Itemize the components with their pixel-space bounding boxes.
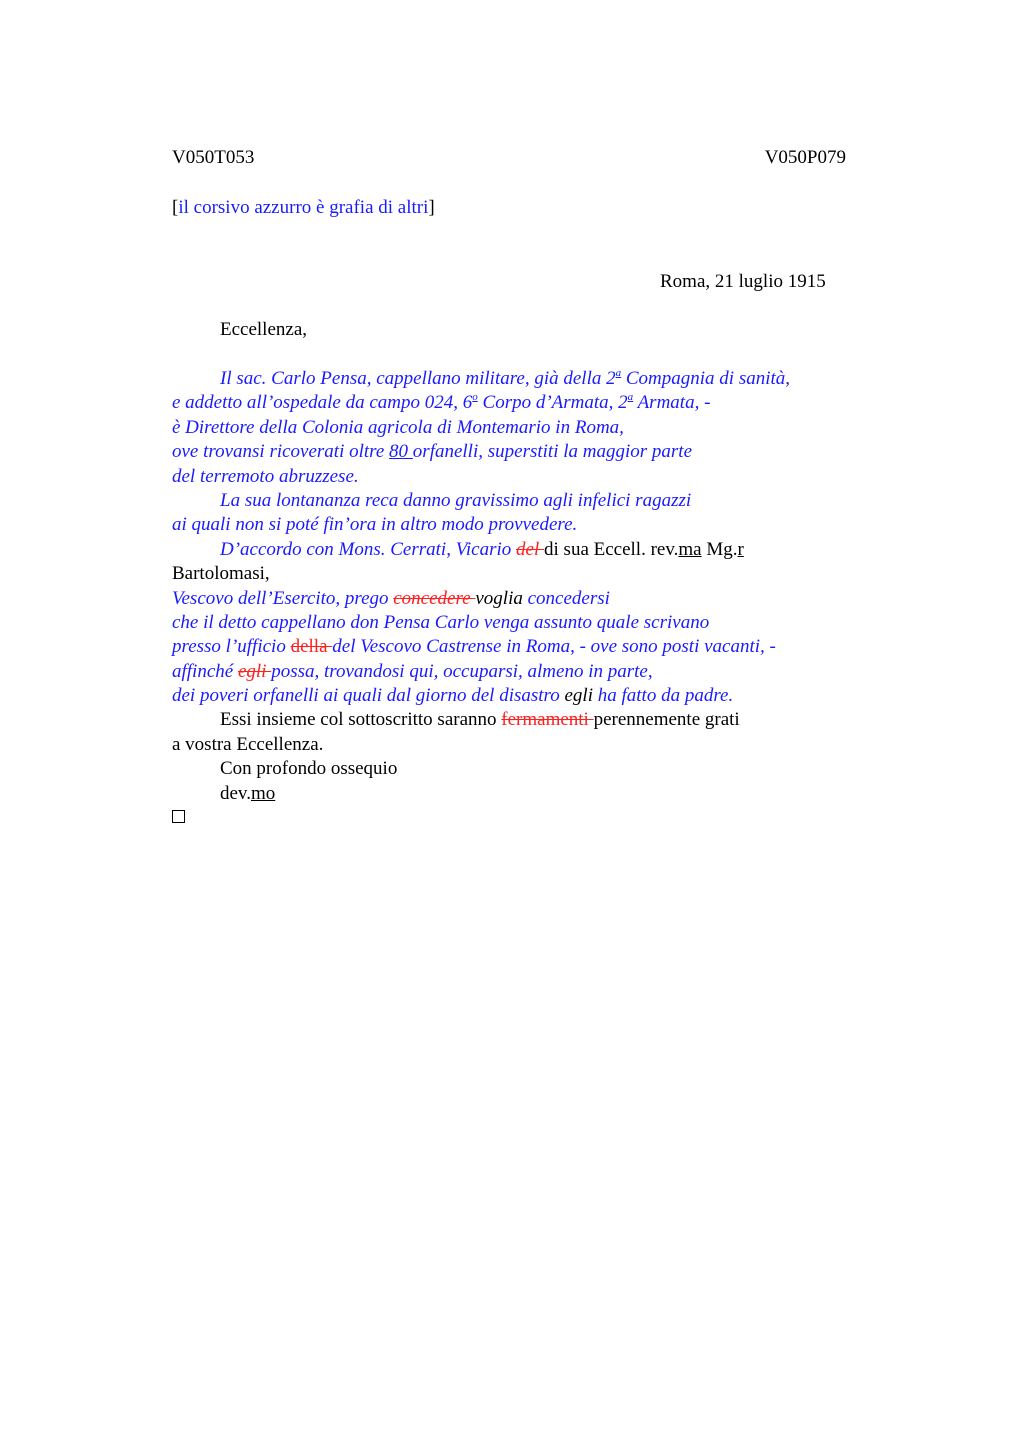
underlined-abbreviation: r	[737, 538, 744, 560]
underlined-abbreviation: mo	[250, 782, 276, 804]
text-segment: D’accordo con Mons. Cerrati, Vicario	[220, 538, 517, 560]
body-line-5	[172, 465, 852, 489]
text-segment: concedersi	[522, 587, 610, 609]
note-text: il corsivo azzurro è grafia di altri	[178, 197, 429, 218]
underlined-abbreviation: ma	[678, 538, 702, 560]
text-segment: che il detto cappellano don Pensa Carlo venga assunto quale scrivano	[172, 611, 710, 633]
text-segment: del terremoto abruzzese.	[172, 465, 359, 487]
body-line-12	[172, 635, 852, 659]
note-open-bracket: [	[172, 197, 179, 218]
text-segment: Armata, -	[633, 392, 711, 414]
body-line-18	[172, 782, 852, 806]
left-document-code: V050T053	[172, 147, 255, 168]
struck-text: egli	[237, 660, 272, 682]
body-line-13	[172, 660, 852, 684]
body-line-8	[172, 538, 852, 562]
body-line-14	[172, 684, 852, 708]
superscript: a	[615, 367, 622, 379]
body-line-17	[172, 757, 852, 781]
struck-text: della	[290, 636, 333, 658]
body-line-2	[172, 391, 852, 415]
struck-text: concedere	[393, 587, 476, 609]
text-segment: è Direttore della Colonia agricola di Montemario in Roma,	[172, 416, 624, 438]
text-segment: perennemente grati	[593, 709, 740, 731]
text-segment: e addetto all’ospedale da campo 024, 6	[172, 392, 473, 414]
text-segment: La sua lontananza reca danno gravissimo agli infelici ragazzi	[220, 489, 692, 511]
text-segment: egli	[564, 685, 593, 707]
body-line-1	[172, 367, 852, 391]
body-line-11	[172, 611, 852, 635]
body-line-15	[172, 708, 852, 732]
text-segment: affinché	[172, 660, 238, 682]
text-segment: Bartolomasi,	[172, 563, 270, 585]
text-segment: di sua Eccell. rev.	[544, 538, 679, 560]
body-line-16	[172, 733, 852, 757]
text-segment: ha fatto da padre.	[592, 685, 734, 707]
text-segment: presso l’ufficio	[172, 636, 291, 658]
right-document-code: V050P079	[764, 147, 846, 168]
square-outline-icon	[172, 810, 185, 823]
text-segment: Essi insieme col sottoscritto saranno	[220, 709, 502, 731]
text-segment: Compagnia di sanità,	[621, 368, 791, 389]
body-line-6	[172, 489, 852, 513]
body-line-9	[172, 562, 852, 586]
letter-date: Roma, 21 luglio 1915	[660, 271, 826, 292]
text-segment: Corpo d’Armata, 2	[477, 392, 628, 414]
letter-salutation: Eccellenza,	[220, 319, 308, 340]
body-line-3	[172, 416, 852, 440]
body-line-4	[172, 440, 852, 464]
underlined-number: 80	[389, 441, 413, 463]
document-header	[172, 146, 846, 170]
struck-text: del	[516, 538, 545, 560]
text-segment: voglia	[475, 587, 523, 609]
text-segment: Vescovo dell’Esercito, prego	[172, 587, 394, 609]
text-segment: ove trovansi ricoverati oltre	[172, 441, 390, 463]
text-segment: dei poveri orfanelli ai quali dal giorno del disastro	[172, 685, 565, 707]
struck-text: fermamenti	[501, 709, 594, 731]
text-segment: dev.	[220, 782, 251, 804]
text-segment: possa, trovandosi qui, occuparsi, almeno in parte,	[271, 660, 653, 682]
text-segment: a vostra Eccellenza.	[172, 733, 324, 755]
text-segment: del Vescovo Castrense in Roma, - ove sono posti vacanti, -	[332, 636, 776, 658]
text-segment: Il sac. Carlo Pensa, cappellano militare, già della 2	[220, 368, 616, 389]
note-close-bracket: ]	[428, 197, 435, 218]
editorial-note	[172, 196, 435, 220]
text-segment: Mg.	[701, 538, 738, 560]
text-segment: orfanelli, superstiti la maggior parte	[412, 441, 692, 463]
text-segment: Con profondo ossequio	[220, 758, 398, 780]
body-line-10	[172, 587, 852, 611]
body-line-7	[172, 513, 852, 537]
text-segment: ai quali non si poté fin’ora in altro modo provvedere.	[172, 514, 578, 536]
letter-body	[172, 367, 852, 828]
end-marker-line	[172, 806, 852, 828]
superscript: a	[627, 391, 634, 404]
superscript: o	[472, 391, 478, 404]
